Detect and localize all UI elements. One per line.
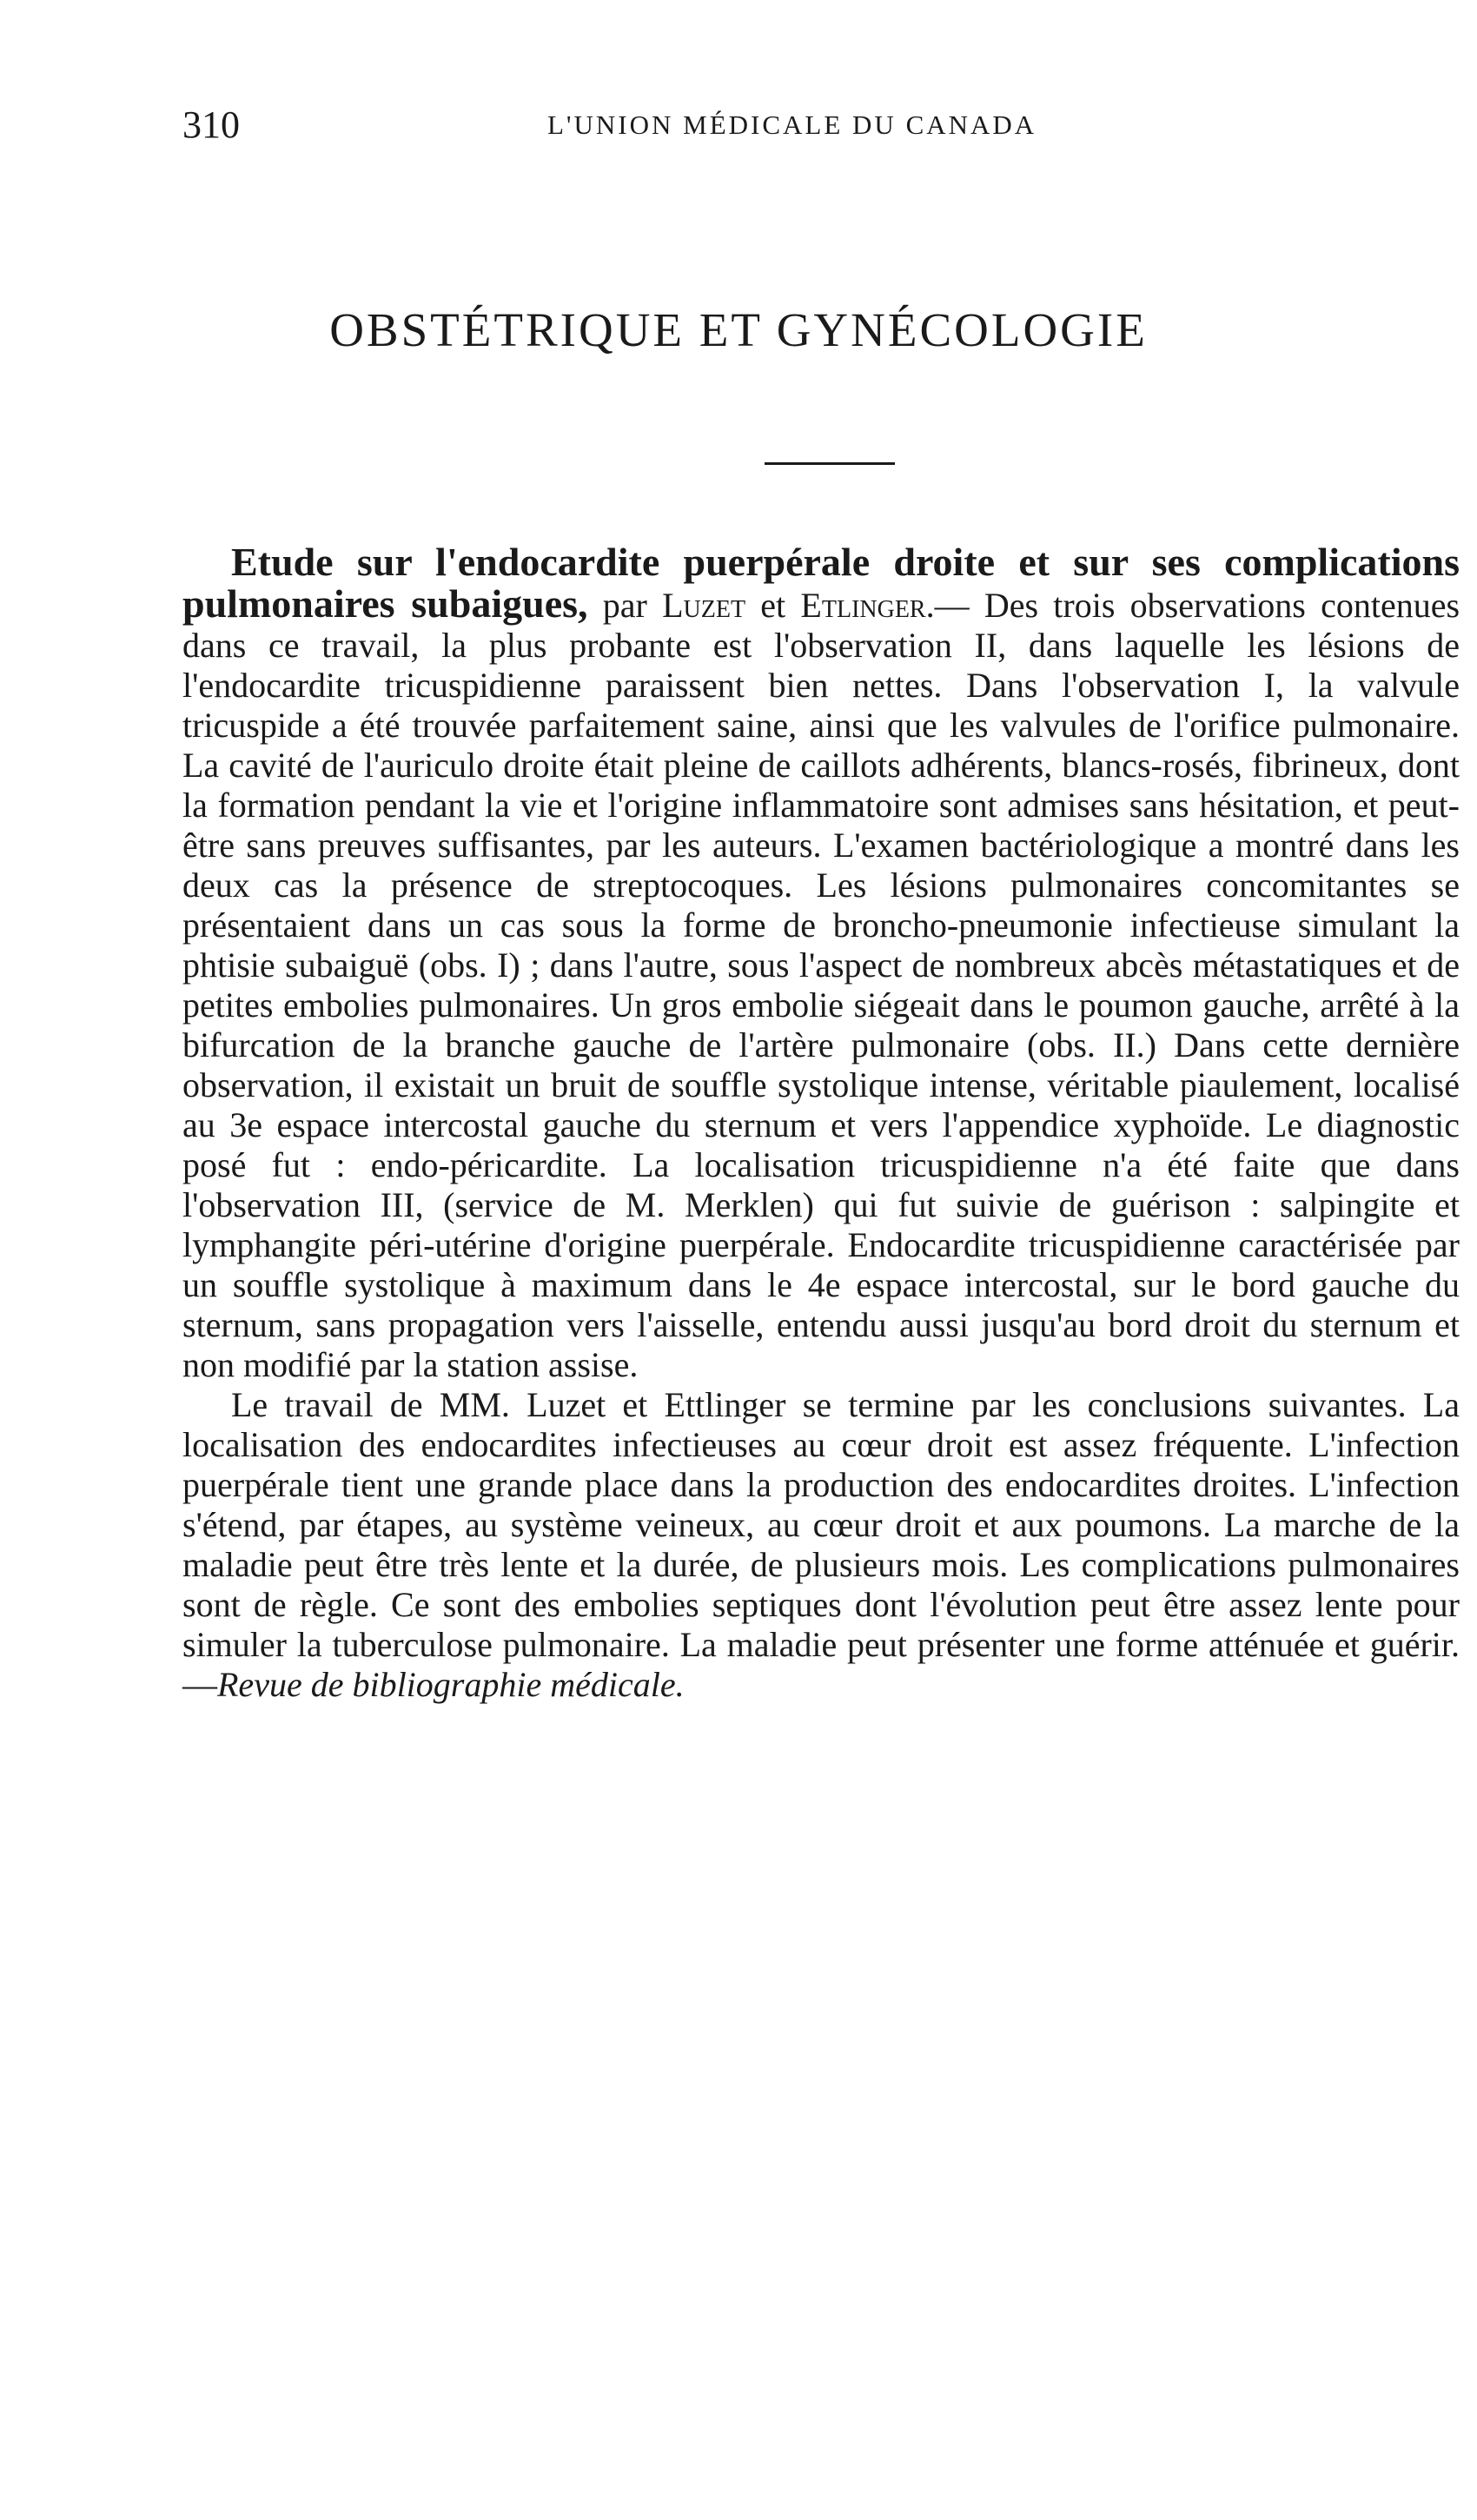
article-dash: .— [925, 586, 970, 625]
article-source: Revue de bibliographie médicale. [217, 1665, 685, 1704]
article-author-1: Luzet [662, 586, 746, 625]
paragraph-2-text: Le travail de MM. Luzet et Ettlinger se termine par les conclusions suivantes. La localisation des endocardites infectieuses au cœur droit est assez fréquente. L'infection puerpérale tient une grande place dans la production des endocardites droites. L'infection s'étend, par étapes, au système veineux, au cœur droit et aux poumons. La marche de la maladie peut être très lente et la durée, de plusieurs mois. Les complications pulmonaires sont de règle. Ce sont des embolies septiques dont l'évolution peut être assez lente pour simuler la tuberculose pulmonaire. La maladie peut présenter une forme atténuée et guérir.— [182, 1385, 1460, 1704]
running-header [182, 103, 1303, 155]
journal-title: L'UNION MÉDICALE DU CANADA [547, 109, 1037, 140]
page-number: 310 [182, 103, 240, 146]
article-body [182, 542, 1460, 1705]
paragraph-1-text: Des trois observations contenues dans ce travail, la plus probante est l'observation II, dans laquelle les lésions de l'endocardite tricuspidienne paraissent bien nettes. Dans l'observation I, la valvule tricuspide a été trouvée parfaitement saine, ainsi que les valvules de l'orifice pulmonaire. La cavité de l'auriculo droite était pleine de caillots adhérents, blancs-rosés, fibrineux, dont la formation pendant la vie et l'origine inflammatoire sont admises sans hésitation, et peut-être sans preuves suffisantes, par les auteurs. L'examen bactériologique a montré dans les deux cas la présence de streptocoques. Les lésions pulmonaires concomitantes se présentaient dans un cas sous la forme de broncho-pneumonie infectieuse simulant la phtisie subaiguë (obs. I) ; dans l'autre, sous l'aspect de nombreux abcès métastatiques et de petites embolies pulmonaires. Un gros embolie siégeait dans le poumon gauche, arrêté à la bifurcation de la branche gauche de l'artère pulmonaire (obs. II.) Dans cette dernière observation, il existait un bruit de souffle systolique intense, véritable piaulement, localisé au 3e espace intercostal gauche du sternum et vers l'appendice xyphoïde. Le diagnostic posé fut : endo-péricardite. La localisation tricuspidienne n'a été faite que dans l'observation III, (service de M. Merklen) qui fut suivie de guérison : salpingite et lymphangite péri-utérine d'origine puerpérale. Endocardite tricuspidienne caractérisée par un souffle systolique à maximum dans le 4e espace intercostal, sur le bord gauche du sternum, sans propagation vers l'aisselle, entendu aussi jusqu'au bord droit du sternum et non modifié par la station assise. [182, 586, 1460, 1384]
article-title: Etude sur l'endocardite puerpérale droite et sur ses complications pulmonaires subaigues, [182, 540, 1460, 626]
section-title: OBSTÉTRIQUE ET GYNÉCOLOGIE [329, 303, 1148, 356]
article-by: par [587, 586, 663, 625]
article-author-2: Etlinger [800, 586, 926, 625]
article-paragraph-1 [182, 542, 1460, 1385]
divider-rule [765, 462, 895, 465]
article-paragraph-2 [182, 1385, 1460, 1705]
article-and: et [745, 586, 801, 625]
